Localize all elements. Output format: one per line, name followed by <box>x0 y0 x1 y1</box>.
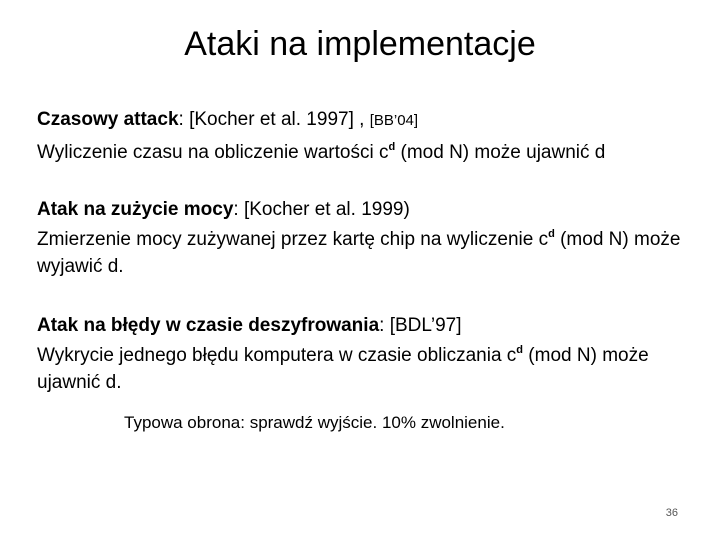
power-attack-heading: Atak na zużycie mocy <box>37 199 234 220</box>
fault-attack-heading: Atak na błędy w czasie deszyfrowania <box>37 315 380 336</box>
timing-attack-section <box>37 108 702 165</box>
power-attack-section <box>37 198 702 280</box>
timing-attack-heading: Czasowy attack <box>37 109 179 130</box>
timing-attack-exponent: d <box>388 141 396 153</box>
timing-attack-colon: : <box>178 109 184 130</box>
timing-attack-reference-2: [BB’04] <box>369 112 419 129</box>
power-attack-exponent: d <box>548 228 555 240</box>
fault-attack-exponent: d <box>516 344 524 356</box>
fault-attack-desc-a: Wykrycie jednego błędu komputera w czasie obliczania c <box>37 345 517 366</box>
page-number: 36 <box>665 507 678 519</box>
slide-title: Ataki na implementacje <box>184 25 536 63</box>
power-attack-reference: [Kocher et al. 1999) <box>243 199 410 220</box>
defense-note: Typowa obrona: sprawdź wyjście. 10% zwolnienie. <box>124 413 505 432</box>
fault-attack-reference: [BDL’97] <box>389 315 462 336</box>
power-attack-desc-a: Zmierzenie mocy zużywanej przez kartę chip na wyliczenie c <box>37 229 549 250</box>
timing-attack-reference: [Kocher et al. 1997] , <box>189 109 365 130</box>
fault-attack-section <box>37 314 702 396</box>
power-attack-desc-b: (mod N) może wyjawić d. <box>37 229 681 277</box>
fault-attack-colon: : <box>379 315 385 336</box>
timing-attack-desc-b: (mod N) może ujawnić d <box>395 142 606 163</box>
power-attack-colon: : <box>233 199 239 220</box>
fault-attack-desc-b: (mod N) może ujawnić d. <box>37 345 649 393</box>
timing-attack-desc-a: Wyliczenie czasu na obliczenie wartości c <box>37 142 389 163</box>
